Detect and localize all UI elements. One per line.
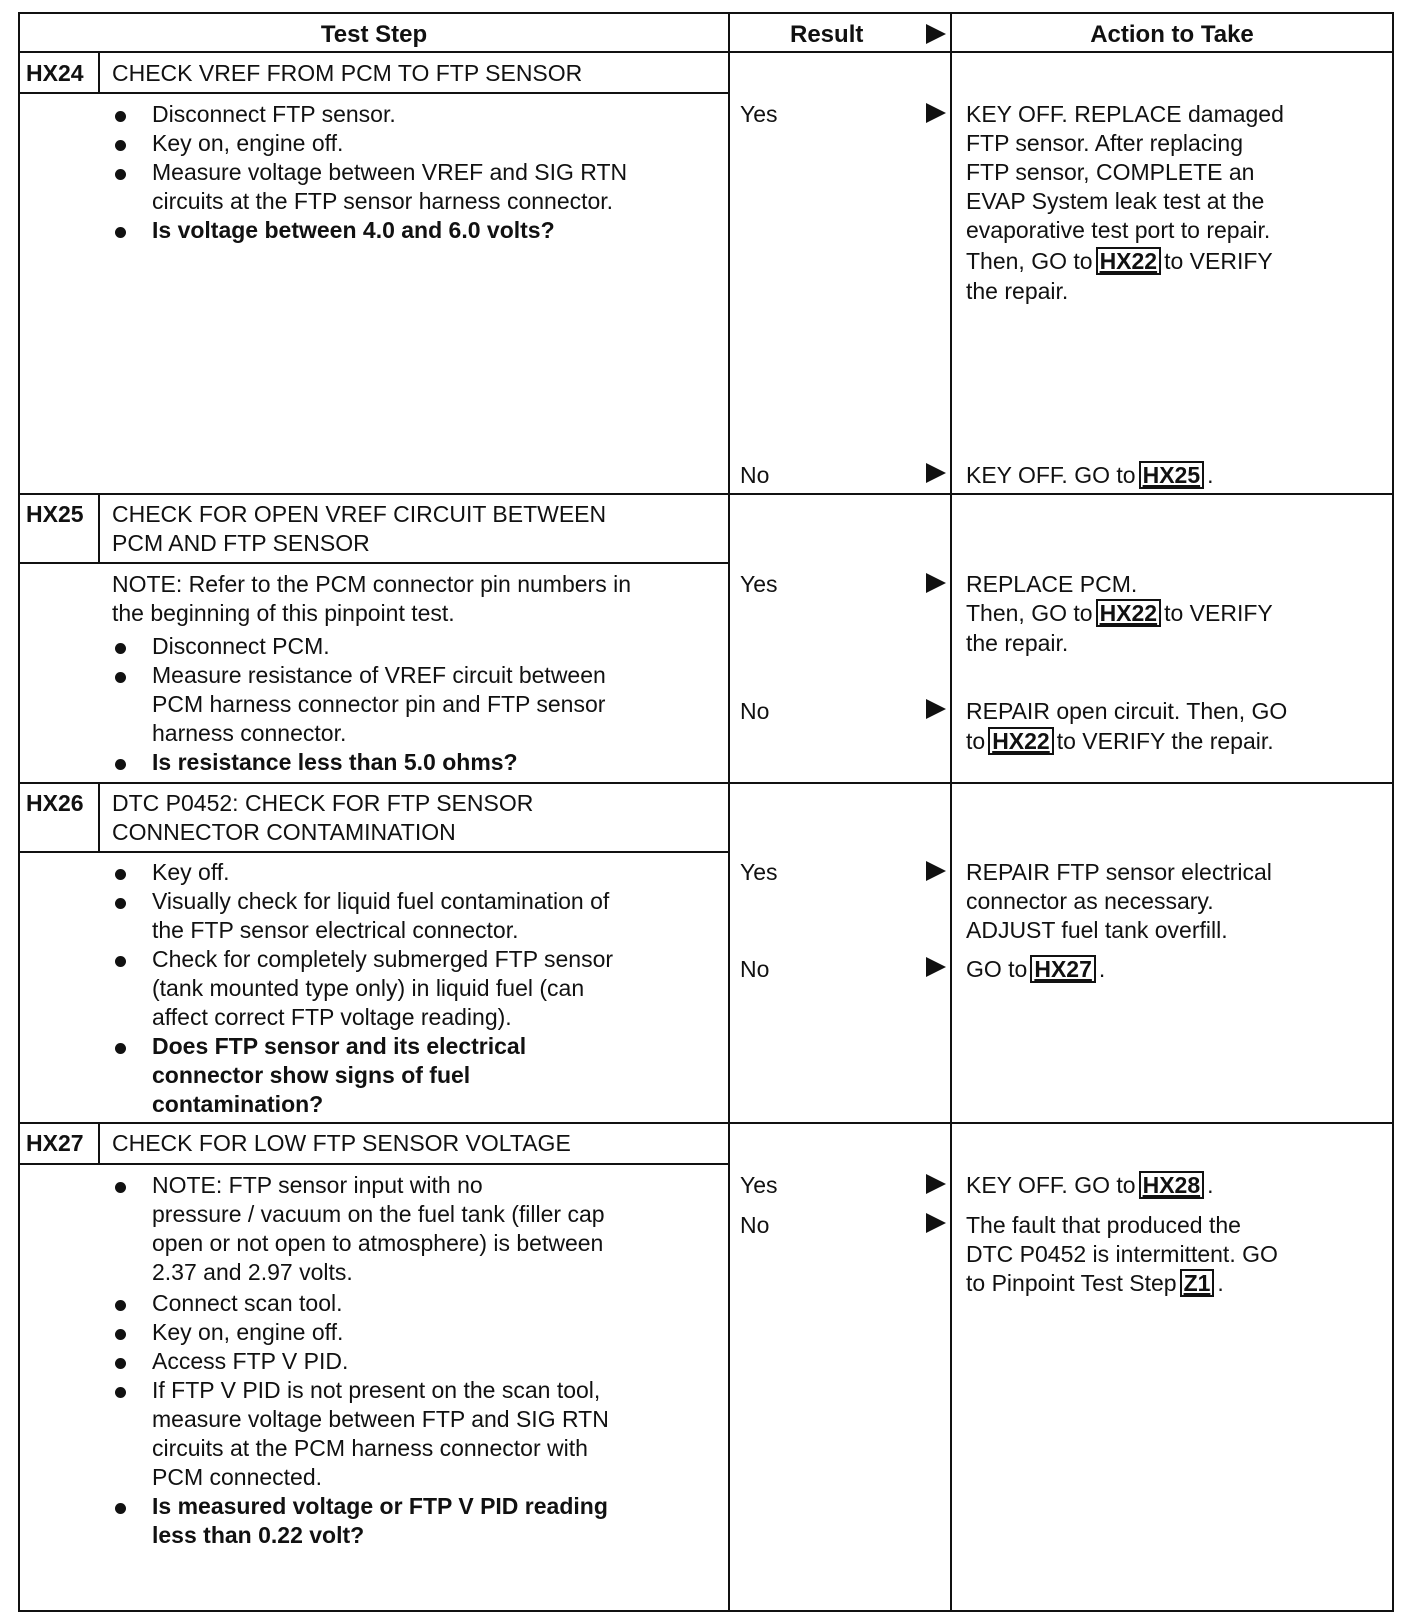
title-divider xyxy=(20,562,728,564)
header-arrow-icon xyxy=(926,24,946,44)
step-title-hx27: CHECK FOR LOW FTP SENSOR VOLTAGE xyxy=(112,1130,571,1156)
action-line: Then, GO to HX22 to VERIFY xyxy=(966,248,1273,274)
step-id-hx24: HX24 xyxy=(26,60,84,86)
action-line: evaporative test port to repair. xyxy=(966,217,1271,243)
result-yes: Yes xyxy=(740,101,778,127)
id-divider xyxy=(98,53,100,93)
bullet-icon xyxy=(115,1387,126,1398)
result-yes: Yes xyxy=(740,571,778,597)
action-line: to Pinpoint Test Step Z1 . xyxy=(966,1270,1224,1296)
step-line: If FTP V PID is not present on the scan tool, xyxy=(152,1377,601,1403)
bullet-icon xyxy=(115,869,126,880)
result-yes: Yes xyxy=(740,859,778,885)
step-line: Disconnect PCM. xyxy=(152,633,330,659)
action-line: FTP sensor. After replacing xyxy=(966,130,1243,156)
action-line: KEY OFF. GO to HX25 . xyxy=(966,462,1214,488)
bullet-icon xyxy=(115,672,126,683)
step-question: less than 0.22 volt? xyxy=(152,1522,365,1548)
step-line: Visually check for liquid fuel contamination of xyxy=(152,888,610,914)
step-line: circuits at the FTP sensor harness connector. xyxy=(152,188,614,214)
step-line: Measure voltage between VREF and SIG RTN xyxy=(152,159,628,185)
row-divider xyxy=(20,782,1394,784)
step-ref-hx28[interactable]: HX28 xyxy=(1139,1171,1205,1199)
action-line: EVAP System leak test at the xyxy=(966,188,1265,214)
step-ref-hx27[interactable]: HX27 xyxy=(1030,955,1096,983)
step-question: Is voltage between 4.0 and 6.0 volts? xyxy=(152,217,555,243)
title-divider xyxy=(20,1163,728,1165)
header-test-step: Test Step xyxy=(320,21,428,48)
header-action: Action to Take xyxy=(1090,21,1254,48)
result-arrow-icon xyxy=(926,103,946,123)
action-line: Then, GO to HX22 to VERIFY xyxy=(966,600,1273,626)
action-line: REPAIR open circuit. Then, GO xyxy=(966,698,1288,724)
step-title-hx24: CHECK VREF FROM PCM TO FTP SENSOR xyxy=(112,60,583,86)
result-yes: Yes xyxy=(740,1172,778,1198)
step-line: PCM harness connector pin and FTP sensor xyxy=(152,691,606,717)
bullet-icon xyxy=(115,956,126,967)
bullet-icon xyxy=(115,898,126,909)
step-line: Connect scan tool. xyxy=(152,1290,343,1316)
bullet-icon xyxy=(115,759,126,770)
id-divider xyxy=(98,784,100,852)
header-result: Result xyxy=(790,21,864,48)
bullet-icon xyxy=(115,227,126,238)
step-line: Key on, engine off. xyxy=(152,1319,344,1345)
action-line: connector as necessary. xyxy=(966,888,1214,914)
step-id-hx25: HX25 xyxy=(26,501,84,527)
step-question: contamination? xyxy=(152,1091,324,1117)
step-line: Check for completely submerged FTP sensor xyxy=(152,946,614,972)
action-line: DTC P0452 is intermittent. GO xyxy=(966,1241,1278,1267)
bullet-icon xyxy=(115,111,126,122)
action-line: KEY OFF. GO to HX28 . xyxy=(966,1172,1214,1198)
bullet-icon xyxy=(115,1182,126,1193)
step-ref-hx25[interactable]: HX25 xyxy=(1139,461,1205,489)
result-arrow-icon xyxy=(926,463,946,483)
result-no: No xyxy=(740,698,770,724)
action-line: KEY OFF. REPLACE damaged xyxy=(966,101,1284,127)
bullet-icon xyxy=(115,1329,126,1340)
bullet-icon xyxy=(115,1358,126,1369)
step-line: circuits at the PCM harness connector with xyxy=(152,1435,588,1461)
step-line: Key on, engine off. xyxy=(152,130,344,156)
result-no: No xyxy=(740,1212,770,1238)
title-divider xyxy=(20,92,728,94)
action-line: the repair. xyxy=(966,630,1069,656)
id-divider xyxy=(98,495,100,563)
step-line: Access FTP V PID. xyxy=(152,1348,349,1374)
action-line: The fault that produced the xyxy=(966,1212,1241,1238)
step-line: Disconnect FTP sensor. xyxy=(152,101,396,127)
column-divider-result xyxy=(728,14,730,1610)
bullet-icon xyxy=(115,643,126,654)
header-divider xyxy=(20,51,1394,53)
step-question: connector show signs of fuel xyxy=(152,1062,471,1088)
step-ref-hx22[interactable]: HX22 xyxy=(1096,247,1162,275)
bullet-icon xyxy=(115,1043,126,1054)
step-line: 2.37 and 2.97 volts. xyxy=(152,1259,353,1285)
step-ref-hx22[interactable]: HX22 xyxy=(988,727,1054,755)
result-arrow-icon xyxy=(926,1213,946,1233)
action-line: REPLACE PCM. xyxy=(966,571,1138,597)
bullet-icon xyxy=(115,1300,126,1311)
step-line: Key off. xyxy=(152,859,230,885)
row-divider xyxy=(20,493,1394,495)
step-line: (tank mounted type only) in liquid fuel (can xyxy=(152,975,585,1001)
step-line: harness connector. xyxy=(152,720,347,746)
diagnostic-table xyxy=(18,12,1394,1612)
step-line: NOTE: FTP sensor input with no xyxy=(152,1172,483,1198)
step-question: Is resistance less than 5.0 ohms? xyxy=(152,749,518,775)
step-line: measure voltage between FTP and SIG RTN xyxy=(152,1406,609,1432)
bullet-icon xyxy=(115,169,126,180)
row-divider xyxy=(20,1122,1394,1124)
step-title-hx25: PCM AND FTP SENSOR xyxy=(112,530,370,556)
step-line: the FTP sensor electrical connector. xyxy=(152,917,519,943)
result-arrow-icon xyxy=(926,861,946,881)
step-line: affect correct FTP voltage reading). xyxy=(152,1004,512,1030)
step-question: Does FTP sensor and its electrical xyxy=(152,1033,527,1059)
action-line: ADJUST fuel tank overfill. xyxy=(966,917,1228,943)
step-question: Is measured voltage or FTP V PID reading xyxy=(152,1493,608,1519)
step-title-hx26: CONNECTOR CONTAMINATION xyxy=(112,819,456,845)
id-divider xyxy=(98,1124,100,1164)
result-arrow-icon xyxy=(926,573,946,593)
action-line: FTP sensor, COMPLETE an xyxy=(966,159,1255,185)
bullet-icon xyxy=(115,140,126,151)
step-ref-z1[interactable]: Z1 xyxy=(1180,1269,1215,1297)
action-line: GO to HX27 . xyxy=(966,956,1106,982)
step-title-hx26: DTC P0452: CHECK FOR FTP SENSOR xyxy=(112,790,534,816)
action-line: the repair. xyxy=(966,278,1069,304)
step-line: open or not open to atmosphere) is between xyxy=(152,1230,604,1256)
note-line: the beginning of this pinpoint test. xyxy=(112,600,455,626)
note-line: NOTE: Refer to the PCM connector pin numbers in xyxy=(112,571,631,597)
bullet-icon xyxy=(115,1503,126,1514)
column-divider-action xyxy=(950,14,952,1610)
result-arrow-icon xyxy=(926,699,946,719)
action-line: to HX22 to VERIFY the repair. xyxy=(966,728,1274,754)
step-line: pressure / vacuum on the fuel tank (filler cap xyxy=(152,1201,605,1227)
result-arrow-icon xyxy=(926,957,946,977)
result-arrow-icon xyxy=(926,1174,946,1194)
step-line: Measure resistance of VREF circuit between xyxy=(152,662,606,688)
step-id-hx26: HX26 xyxy=(26,790,84,816)
step-ref-hx22[interactable]: HX22 xyxy=(1096,599,1162,627)
result-no: No xyxy=(740,956,770,982)
title-divider xyxy=(20,851,728,853)
step-line: PCM connected. xyxy=(152,1464,323,1490)
step-title-hx25: CHECK FOR OPEN VREF CIRCUIT BETWEEN xyxy=(112,501,607,527)
result-no: No xyxy=(740,462,770,488)
step-id-hx27: HX27 xyxy=(26,1130,84,1156)
action-line: REPAIR FTP sensor electrical xyxy=(966,859,1272,885)
